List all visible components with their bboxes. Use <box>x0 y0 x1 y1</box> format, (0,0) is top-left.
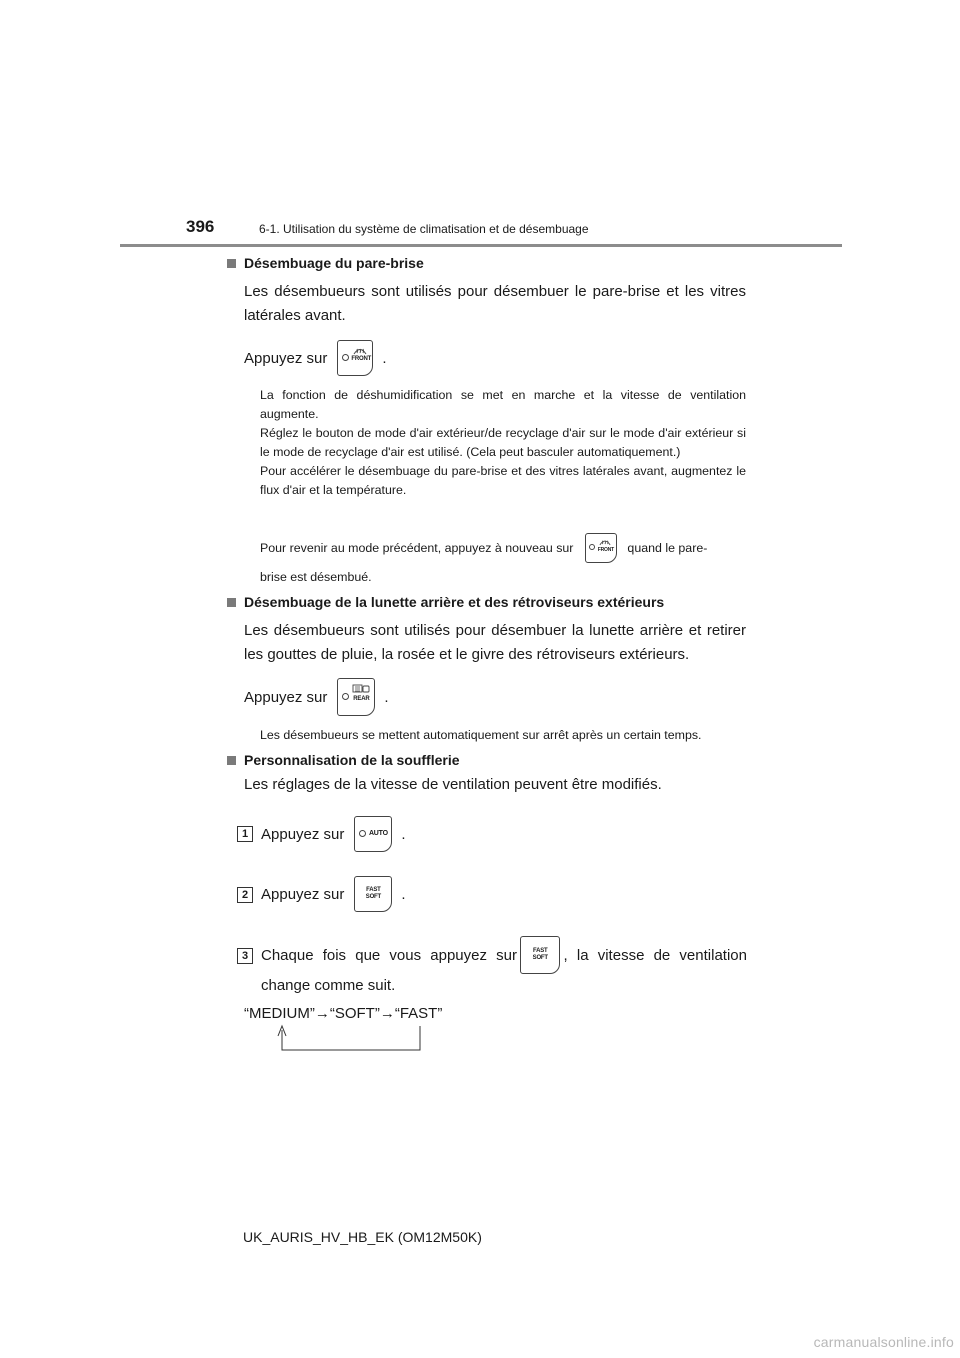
return-note-last: brise est désembué. <box>260 570 372 584</box>
return-note-end: quand le pare- <box>627 540 708 555</box>
bullet-square-icon <box>227 756 236 765</box>
step-number-1: 1 <box>237 826 253 842</box>
rear-window-defogger-icon <box>352 684 370 694</box>
rear-defog-button[interactable] <box>337 678 375 716</box>
paragraph: Les désembueurs sont utilisés pour désembuer la lunette arrière et retirer les gouttes de pluie, la rosée et le givre des rétroviseurs extérieurs. <box>244 622 746 663</box>
arrow-right-icon: → <box>314 1005 330 1022</box>
cycle-soft: “SOFT” <box>329 1005 380 1022</box>
bullet-square-icon <box>227 598 236 607</box>
section-heading-windshield <box>227 255 424 271</box>
step-text: Appuyez sur <box>261 825 345 843</box>
watermark: carmanualsonline.info <box>813 1334 954 1350</box>
button-caption: AUTO <box>368 830 388 837</box>
indicator-light-icon <box>589 544 595 550</box>
step-3 <box>261 936 747 974</box>
arrow-right-icon: → <box>379 1005 395 1022</box>
step-1 <box>261 816 406 852</box>
button-caption-bottom: SOFT <box>365 894 381 900</box>
fan-speed-button[interactable] <box>354 876 392 912</box>
indicator-light-icon <box>342 354 349 361</box>
heading-text: Personnalisation de la soufflerie <box>244 752 460 768</box>
button-caption: FRONT <box>597 547 615 553</box>
footer-model-code: UK_AURIS_HV_HB_EK (OM12M50K) <box>243 1229 482 1245</box>
note-block <box>260 386 746 500</box>
windshield-defroster-icon <box>599 537 611 546</box>
step-continuation: change comme suit. <box>261 977 396 994</box>
section-title: 6-1. Utilisation du système de climatisation et de désembuage <box>259 222 589 236</box>
fan-speed-button[interactable] <box>520 936 560 974</box>
indicator-light-icon <box>342 693 349 700</box>
press-label: Appuyez sur <box>244 349 328 367</box>
press-label: Appuyez sur <box>244 688 328 706</box>
step-number-2: 2 <box>237 887 253 903</box>
step-number-3: 3 <box>237 948 253 964</box>
paragraph: Les désembueurs sont utilisés pour désembuer le pare-brise et les vitres latérales avant. <box>244 283 746 324</box>
step-end: , la vitesse de ventilation <box>563 946 747 964</box>
page-number: 396 <box>186 217 215 236</box>
section-heading-rear <box>227 594 664 610</box>
note-line: Pour accélérer le désembuage du pare-brise et des vitres latérales avant, augmentez le flux d'air et la température. <box>260 464 746 497</box>
note-line: Réglez le bouton de mode d'air extérieur/de recyclage d'air sur le mode d'air extérieur si le mode de recyclage d'air est utilisé. (Cela peut basculer automatiquement.) <box>260 426 746 459</box>
step-text: Appuyez sur <box>261 885 345 903</box>
press-instruction <box>244 340 387 376</box>
indicator-light-icon <box>359 830 366 837</box>
button-caption: REAR <box>353 696 370 702</box>
bullet-square-icon <box>227 259 236 268</box>
press-end: . <box>384 688 389 706</box>
heading-text: Désembuage du pare-brise <box>244 255 424 271</box>
front-defog-button[interactable] <box>337 340 373 376</box>
press-instruction <box>244 678 389 716</box>
front-defog-button-small[interactable] <box>585 533 617 563</box>
section-heading-blower <box>227 752 460 768</box>
step-end: . <box>401 825 406 843</box>
step-2 <box>261 876 406 912</box>
button-caption-top: FAST <box>366 887 381 893</box>
windshield-defroster-icon <box>353 345 367 355</box>
step-end: . <box>401 885 406 903</box>
press-end: . <box>382 349 387 367</box>
return-note <box>260 533 750 563</box>
speed-cycle <box>244 1005 442 1022</box>
button-caption-top: FAST <box>532 948 548 954</box>
auto-button[interactable] <box>354 816 392 852</box>
step-text: Chaque fois que vous appuyez sur <box>261 946 517 964</box>
heading-text: Désembuage de la lunette arrière et des rétroviseurs extérieurs <box>244 594 665 610</box>
return-note-start: Pour revenir au mode précédent, appuyez à nouveau sur <box>260 540 574 555</box>
cycle-fast: “FAST” <box>394 1005 443 1022</box>
paragraph: Les réglages de la vitesse de ventilation peuvent être modifiés. <box>244 776 662 793</box>
button-caption-bottom: SOFT <box>532 955 548 961</box>
header-divider <box>120 244 842 247</box>
button-caption: FRONT <box>351 356 372 362</box>
note-line: Les désembueurs se mettent automatiquement sur arrêt après un certain temps. <box>260 728 702 742</box>
cycle-return-arrow-icon <box>272 1024 424 1054</box>
cycle-medium: “MEDIUM” <box>244 1005 315 1022</box>
note-line: La fonction de déshumidification se met en marche et la vitesse de ventilation augmente. <box>260 388 746 421</box>
